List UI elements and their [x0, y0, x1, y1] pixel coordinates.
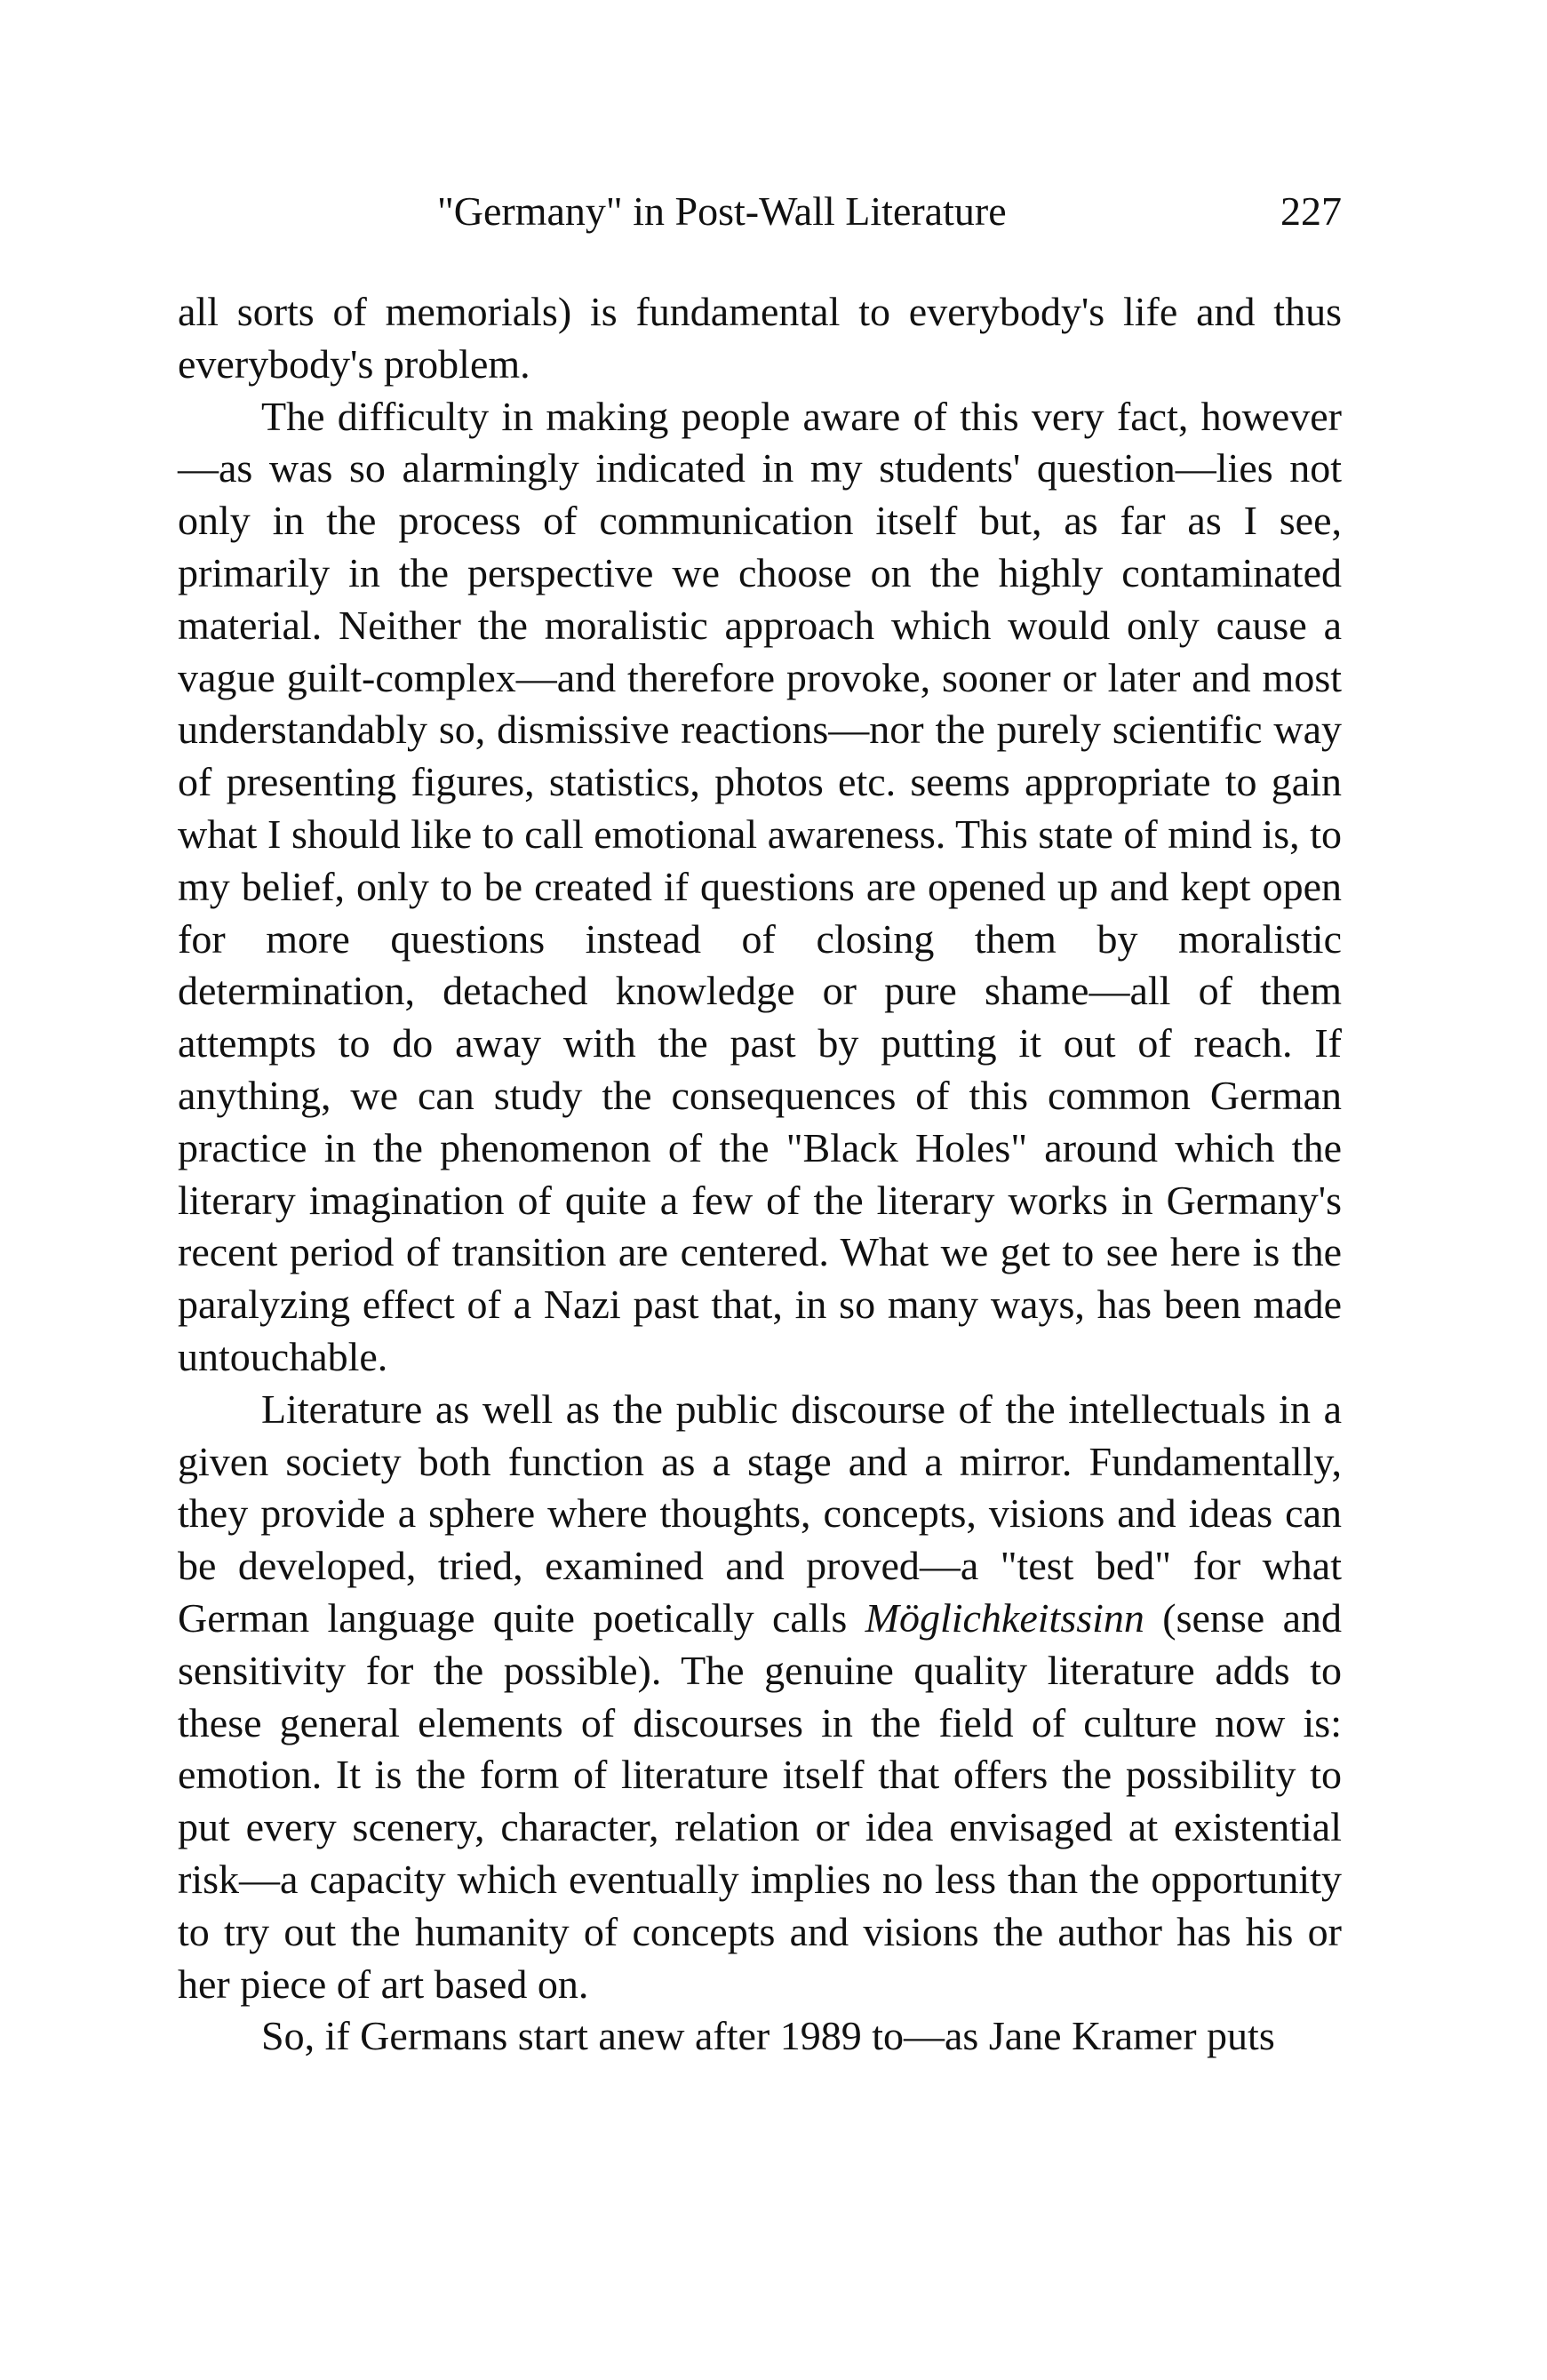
body-text — [178, 286, 1342, 2063]
italic-term-moeglichkeitssinn: Möglichkeitssinn — [865, 1594, 1144, 1641]
paragraph-literature — [178, 1384, 1342, 2011]
running-title: "Germany" in Post-Wall Literature — [437, 188, 1007, 234]
paragraph-so-if-germans: So, if Germans start anew after 1989 to—as Jane Kramer puts — [261, 2013, 1275, 2059]
paragraph-literature-part-1: Literature as well as the public discourse of the intellectuals in a given society both function as a stage and a mirror. Fundamentally, they provide a sphere where thoughts, concepts, visions and ideas can be developed, tried, examined and proved—a "test bed" for what German language quite poetically calls — [178, 1386, 1342, 1641]
running-header — [178, 185, 1342, 238]
paragraph-difficulty: The difficulty in making people aware of this very fact, however—as was so alarmingly indicated in my students' question—lies not only in the process of communication itself but, as far as I see, primarily in the perspective we choose on the highly contaminated material. Neither the moralistic approach which would only cause a vague guilt-complex—and therefore provoke, sooner or later and most understandably so, dismissive reactions—nor the purely scientific way of presenting figures, statistics, photos etc. seems appropriate to gain what I should like to call emotional awareness. This state of mind is, to my belief, only to be created if questions are opened up and kept open for more questions instead of closing them by moralistic determination, detached knowledge or pure shame—all of them attempts to do away with the past by putting it out of reach. If anything, we can study the consequences of this common German practice in the phenomenon of the "Black Holes" around which the literary imagination of quite a few of the literary works in Germany's recent period of transition are centered. What we get to see here is the paralyzing effect of a Nazi past that, in so many ways, has been made untouchable. — [178, 393, 1342, 1379]
page-number: 227 — [1280, 188, 1342, 234]
paragraph-continuation: all sorts of memorials) is fundamental to everybody's life and thus everybody's problem. — [178, 289, 1342, 387]
paragraph-literature-part-2: (sense and sensitivity for the possible). The genuine quality literature adds to these general elements of discourses in the field of culture now is: emotion. It is the form of literature itself that offers the possibility to put every scenery, character, relation or idea envisaged at existential risk—a capacity which eventually implies no less than the opportunity to try out the humanity of concepts and visions the author has his or her piece of art based on. — [178, 1594, 1342, 2007]
